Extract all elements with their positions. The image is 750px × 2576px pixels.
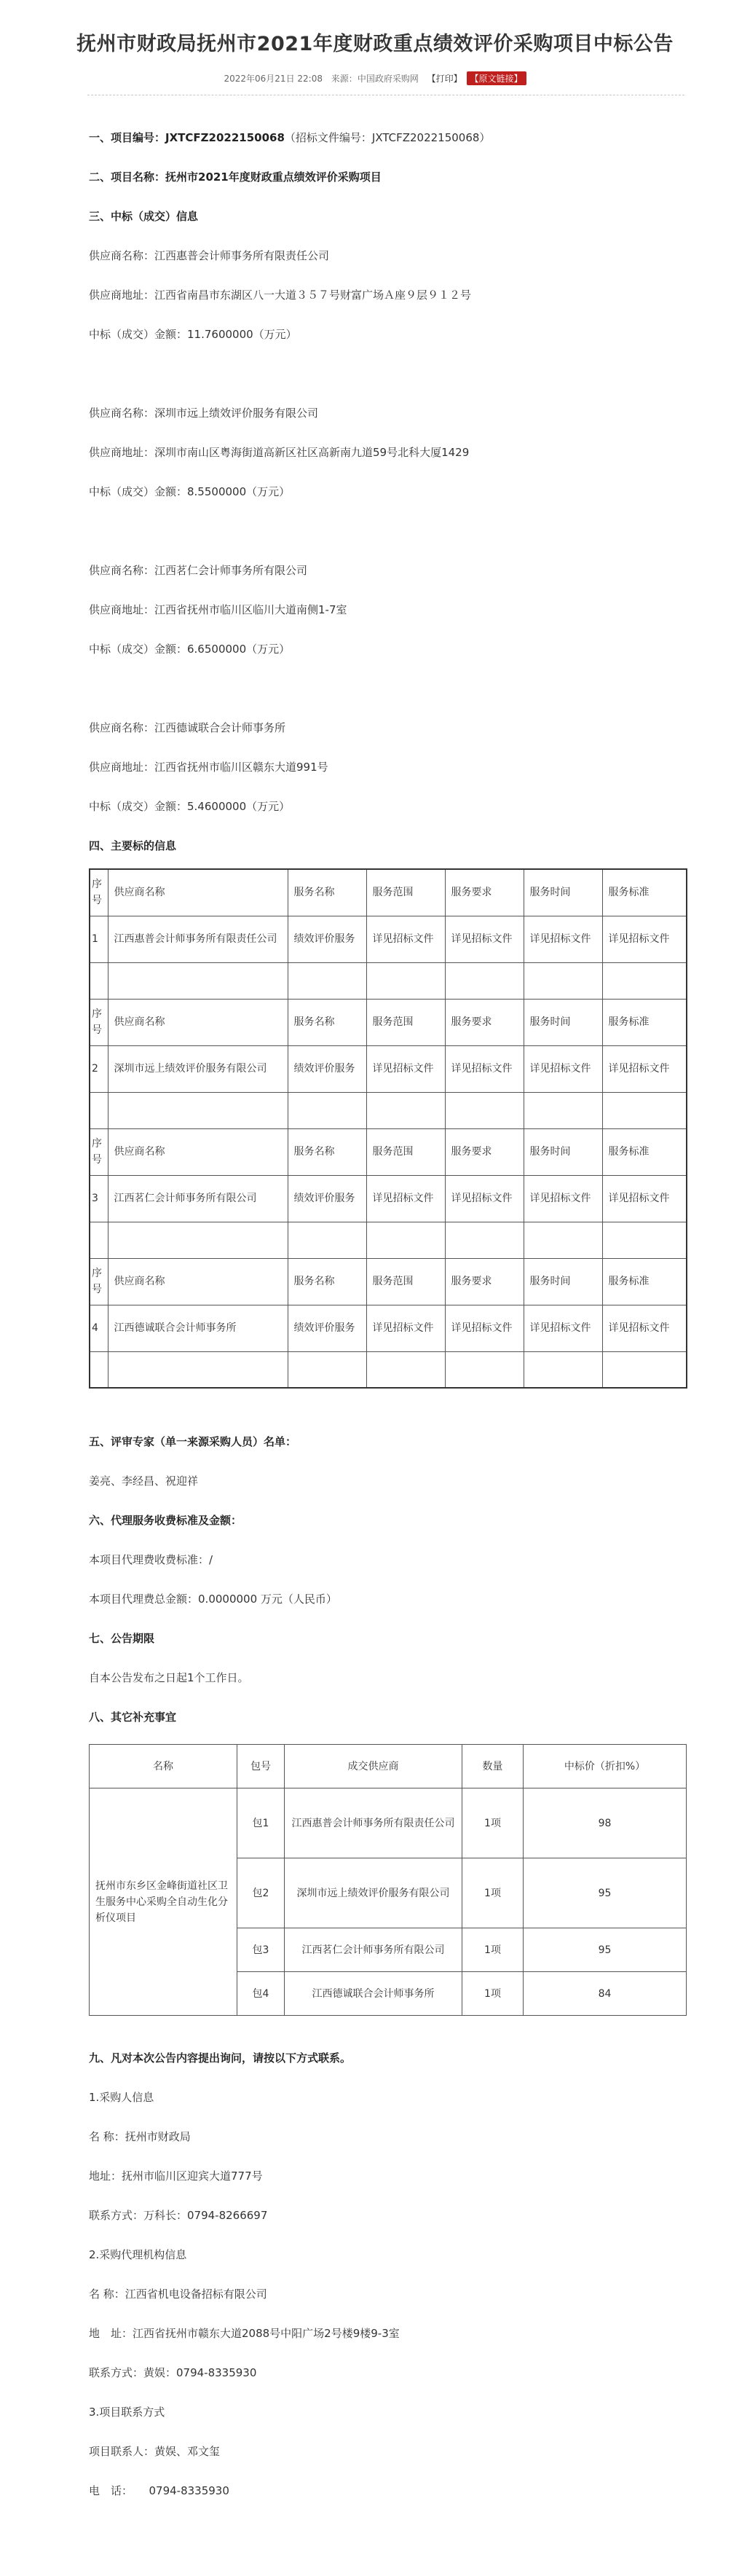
section-notice-period: 七、公告期限 xyxy=(89,1632,155,1645)
subject-header-row-1 xyxy=(90,869,687,916)
row-index: 4 xyxy=(90,1305,108,1351)
row-service-requirement: 详见招标文件 xyxy=(445,916,524,962)
row-service-name: 绩效评价服务 xyxy=(288,1305,366,1351)
row-supplier: 江西茗仁会计师事务所有限公司 xyxy=(108,1175,288,1222)
header-cell-service-requirement: 服务要求 xyxy=(445,869,524,916)
supplier-1-name: 供应商名称：江西惠普会计师事务所有限责任公司 xyxy=(89,249,330,262)
header-cell-service-scope: 服务范围 xyxy=(366,999,445,1045)
supplier-1-amount: 中标（成交）金额：11.7600000（万元） xyxy=(89,328,297,341)
row-index: 2 xyxy=(90,1045,108,1092)
header-cell-index: 序号 xyxy=(90,869,108,916)
row-service-name: 绩效评价服务 xyxy=(288,1045,366,1092)
publish-datetime: 2022年06月21日 22:08 xyxy=(224,74,323,84)
row-price: 84 xyxy=(524,1972,687,2016)
row-supplier: 江西德诚联合会计师事务所 xyxy=(108,1305,288,1351)
supplier-4-name: 供应商名称：江西德诚联合会计师事务所 xyxy=(89,721,286,734)
header-cell-package: 包号 xyxy=(237,1745,285,1788)
header-cell-index: 序号 xyxy=(90,999,108,1045)
row-service-scope: 详见招标文件 xyxy=(366,1305,445,1351)
table-row xyxy=(90,916,687,962)
row-service-requirement: 详见招标文件 xyxy=(445,1305,524,1351)
row-service-name: 绩效评价服务 xyxy=(288,1175,366,1222)
section-agency-fee: 六、代理服务收费标准及金额： xyxy=(89,1514,242,1527)
header-cell-supplier: 供应商名称 xyxy=(108,869,288,916)
header-cell-index: 序号 xyxy=(90,1258,108,1305)
section-subject-info: 四、主要标的信息 xyxy=(89,839,177,852)
section-experts: 五、评审专家（单一来源采购人员）名单： xyxy=(89,1435,297,1448)
header-cell-service-name: 服务名称 xyxy=(288,1128,366,1175)
header-cell-service-standard: 服务标准 xyxy=(602,1128,687,1175)
table-spacer-row xyxy=(90,1351,687,1388)
row-supplier: 江西德诚联合会计师事务所 xyxy=(285,1972,462,2016)
header-cell-service-time: 服务时间 xyxy=(524,1128,602,1175)
row-package: 包2 xyxy=(237,1858,285,1928)
row-service-requirement: 详见招标文件 xyxy=(445,1175,524,1222)
header-cell-awarded-supplier: 成交供应商 xyxy=(285,1745,462,1788)
subject-header-row-2 xyxy=(90,999,687,1045)
table-row xyxy=(90,1045,687,1092)
row-price: 95 xyxy=(524,1858,687,1928)
header-cell-service-time: 服务时间 xyxy=(524,869,602,916)
header-cell-quantity: 数量 xyxy=(462,1745,524,1788)
header-cell-name: 名称 xyxy=(90,1745,237,1788)
row-service-time: 详见招标文件 xyxy=(524,1305,602,1351)
header-cell-service-scope: 服务范围 xyxy=(366,869,445,916)
row-supplier: 江西茗仁会计师事务所有限公司 xyxy=(285,1928,462,1972)
page-title: 抚州市财政局抚州市2021年度财政重点绩效评价采购项目中标公告 xyxy=(76,33,674,55)
buyer-address: 地址：抚州市临川区迎宾大道777号 xyxy=(89,2169,263,2183)
subject-header-row-4 xyxy=(90,1258,687,1305)
supplier-4-address: 供应商地址：江西省抚州市临川区赣东大道991号 xyxy=(89,761,328,774)
supplier-2-amount: 中标（成交）金额：8.5500000（万元） xyxy=(89,485,291,498)
project-contact-heading: 3.项目联系方式 xyxy=(89,2406,165,2419)
row-package: 包1 xyxy=(237,1788,285,1858)
agency-name: 名 称：江西省机电设备招标有限公司 xyxy=(89,2288,267,2301)
header-cell-service-requirement: 服务要求 xyxy=(445,999,524,1045)
buyer-heading: 1.采购人信息 xyxy=(89,2091,154,2104)
project-name-cell: 抚州市东乡区金峰街道社区卫生服务中心采购全自动生化分析仪项目 xyxy=(90,1788,237,2016)
agency-heading: 2.采购代理机构信息 xyxy=(89,2248,187,2261)
table-spacer-row xyxy=(90,962,687,999)
summary-table xyxy=(89,1744,687,2016)
row-service-scope: 详见招标文件 xyxy=(366,916,445,962)
row-service-standard: 详见招标文件 xyxy=(602,1175,687,1222)
table-spacer-row xyxy=(90,1092,687,1128)
original-link-button[interactable]: 【原文链接】 xyxy=(467,71,526,85)
notice-period-text: 自本公告发布之日起1个工作日。 xyxy=(89,1671,249,1684)
header-cell-service-name: 服务名称 xyxy=(288,999,366,1045)
section-award-info: 三、中标（成交）信息 xyxy=(89,210,199,223)
row-service-time: 详见招标文件 xyxy=(524,916,602,962)
source-label: 来源： xyxy=(331,74,358,84)
section-project-number xyxy=(89,130,490,145)
header-cell-service-time: 服务时间 xyxy=(524,999,602,1045)
buyer-name: 名 称：抚州市财政局 xyxy=(89,2130,191,2143)
experts-list: 姜亮、李经昌、祝迎祥 xyxy=(89,1474,199,1488)
source-name: 中国政府采购网 xyxy=(357,74,419,84)
tender-file-number: （招标文件编号：JXTCFZ2022150068） xyxy=(284,131,491,144)
summary-header-row xyxy=(90,1745,687,1788)
section-supplementary: 八、其它补充事宜 xyxy=(89,1711,177,1724)
row-quantity: 1项 xyxy=(462,1858,524,1928)
project-contact-person: 项目联系人：黄娱、邓文玺 xyxy=(89,2445,221,2458)
row-service-standard: 详见招标文件 xyxy=(602,1045,687,1092)
header-cell-service-standard: 服务标准 xyxy=(602,869,687,916)
table-spacer-row xyxy=(90,1222,687,1258)
header-cell-service-standard: 服务标准 xyxy=(602,1258,687,1305)
row-quantity: 1项 xyxy=(462,1788,524,1858)
row-service-requirement: 详见招标文件 xyxy=(445,1045,524,1092)
row-service-scope: 详见招标文件 xyxy=(366,1175,445,1222)
header-cell-service-requirement: 服务要求 xyxy=(445,1128,524,1175)
header-cell-service-requirement: 服务要求 xyxy=(445,1258,524,1305)
row-service-name: 绩效评价服务 xyxy=(288,916,366,962)
meta-line xyxy=(0,71,750,85)
table-row xyxy=(90,1788,687,1858)
header-cell-service-name: 服务名称 xyxy=(288,869,366,916)
header-cell-supplier: 供应商名称 xyxy=(108,1258,288,1305)
table-row xyxy=(90,1175,687,1222)
row-service-time: 详见招标文件 xyxy=(524,1175,602,1222)
section-contact: 九、凡对本次公告内容提出询问，请按以下方式联系。 xyxy=(89,2051,352,2065)
supplier-2-address: 供应商地址：深圳市南山区粤海街道高新区社区高新南九道59号北科大厦1429 xyxy=(89,446,470,459)
print-link[interactable]: 【打印】 xyxy=(427,74,462,84)
row-service-standard: 详见招标文件 xyxy=(602,1305,687,1351)
supplier-4-amount: 中标（成交）金额：5.4600000（万元） xyxy=(89,800,291,813)
header-cell-supplier: 供应商名称 xyxy=(108,1128,288,1175)
header-cell-service-standard: 服务标准 xyxy=(602,999,687,1045)
agency-fee-total: 本项目代理费总金额：0.0000000 万元（人民币） xyxy=(89,1593,337,1606)
header-cell-supplier: 供应商名称 xyxy=(108,999,288,1045)
row-supplier: 深圳市远上绩效评价服务有限公司 xyxy=(285,1858,462,1928)
row-package: 包3 xyxy=(237,1928,285,1972)
row-service-time: 详见招标文件 xyxy=(524,1045,602,1092)
header-cell-service-name: 服务名称 xyxy=(288,1258,366,1305)
agency-fee-standard: 本项目代理费收费标准：/ xyxy=(89,1553,213,1566)
subject-header-row-3 xyxy=(90,1128,687,1175)
project-contact-phone: 电 话： 0794-8335930 xyxy=(89,2484,229,2497)
row-supplier: 江西惠普会计师事务所有限责任公司 xyxy=(285,1788,462,1858)
project-number-heading: 一、项目编号：JXTCFZ2022150068 xyxy=(89,131,285,144)
supplier-3-address: 供应商地址：江西省抚州市临川区临川大道南侧1-7室 xyxy=(89,603,347,616)
row-price: 95 xyxy=(524,1928,687,1972)
supplier-1-address: 供应商地址：江西省南昌市东湖区八一大道３５７号财富广场Ａ座９层９１２号 xyxy=(89,288,472,302)
header-cell-service-scope: 服务范围 xyxy=(366,1258,445,1305)
row-price: 98 xyxy=(524,1788,687,1858)
header-cell-index: 序号 xyxy=(90,1128,108,1175)
row-quantity: 1项 xyxy=(462,1928,524,1972)
row-quantity: 1项 xyxy=(462,1972,524,2016)
row-index: 3 xyxy=(90,1175,108,1222)
row-service-scope: 详见招标文件 xyxy=(366,1045,445,1092)
row-service-standard: 详见招标文件 xyxy=(602,916,687,962)
row-package: 包4 xyxy=(237,1972,285,2016)
row-index: 1 xyxy=(90,916,108,962)
buyer-contact: 联系方式：万科长：0794-8266697 xyxy=(89,2209,268,2222)
row-supplier: 深圳市远上绩效评价服务有限公司 xyxy=(108,1045,288,1092)
header-cell-bid-price: 中标价（折扣%） xyxy=(524,1745,687,1788)
agency-contact: 联系方式：黄娱：0794-8335930 xyxy=(89,2366,257,2379)
header-cell-service-time: 服务时间 xyxy=(524,1258,602,1305)
supplier-3-amount: 中标（成交）金额：6.6500000（万元） xyxy=(89,643,291,656)
supplier-2-name: 供应商名称：深圳市远上绩效评价服务有限公司 xyxy=(89,407,319,420)
row-supplier: 江西惠普会计师事务所有限责任公司 xyxy=(108,916,288,962)
subject-table xyxy=(89,868,687,1389)
table-row xyxy=(90,1305,687,1351)
agency-address: 地 址：江西省抚州市赣东大道2088号中阳广场2号楼9楼9-3室 xyxy=(89,2327,400,2340)
header-cell-service-scope: 服务范围 xyxy=(366,1128,445,1175)
section-project-name: 二、项目名称：抚州市2021年度财政重点绩效评价采购项目 xyxy=(89,170,382,184)
supplier-3-name: 供应商名称：江西茗仁会计师事务所有限公司 xyxy=(89,564,308,577)
